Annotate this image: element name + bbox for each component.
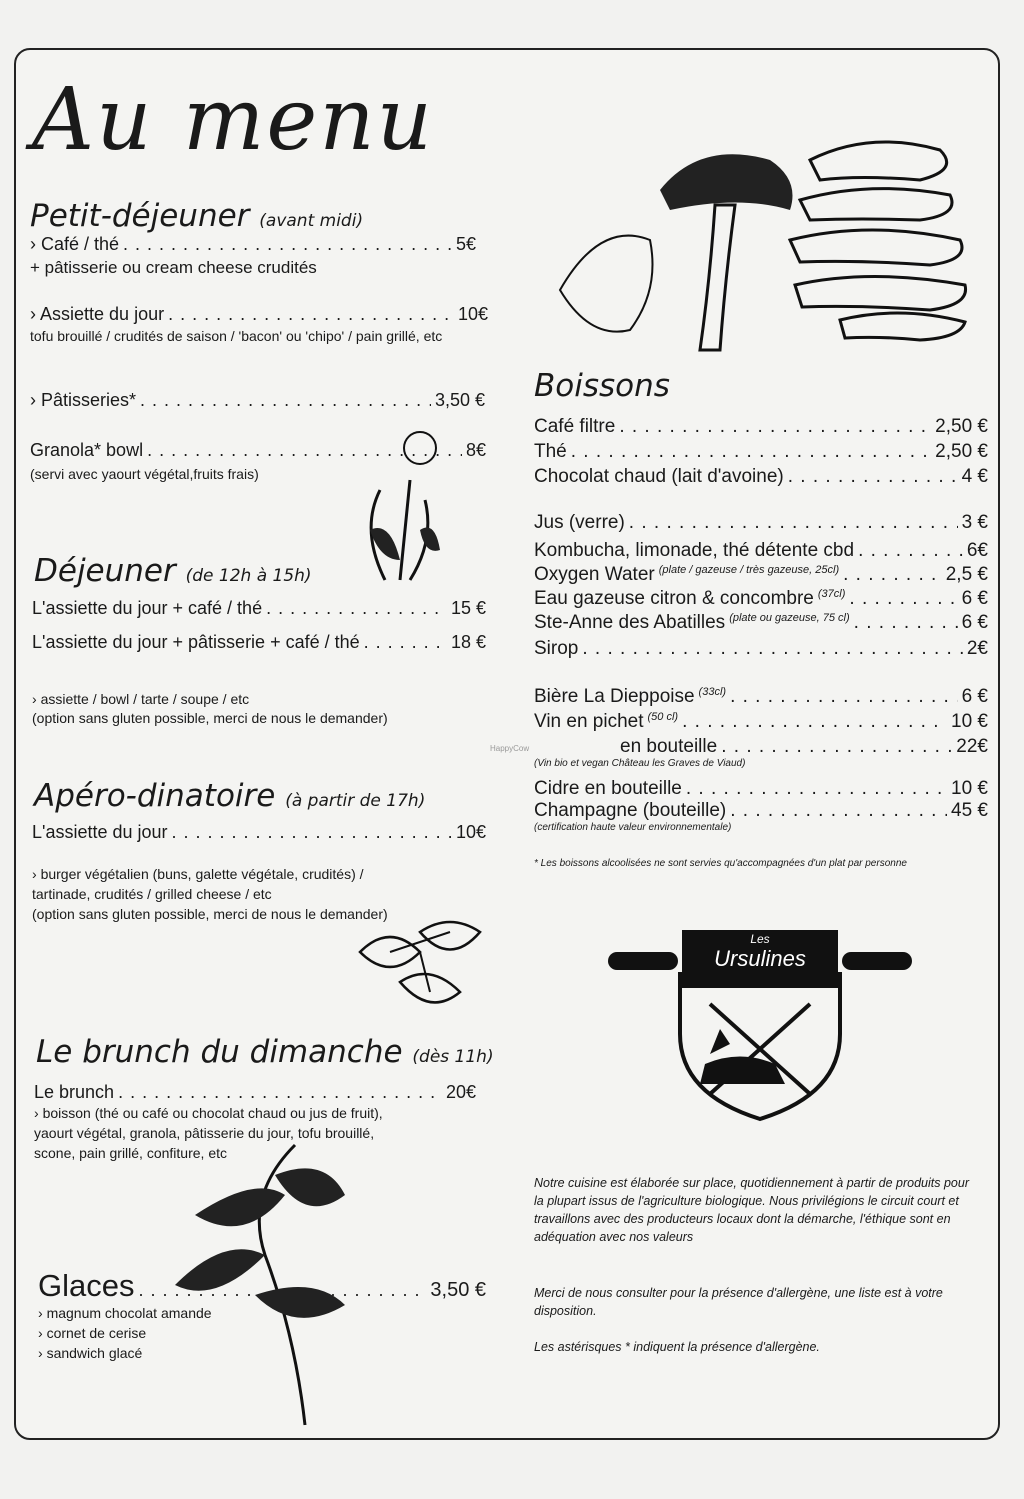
lunch-desc-1: › assiette / bowl / tarte / soupe / etc (32, 691, 250, 707)
drink-price: 45 € (951, 800, 988, 821)
mushroom-butterfly-illustration (540, 100, 980, 360)
drink-price: 6 € (961, 686, 988, 707)
drink-item (534, 686, 988, 708)
drink-sub: (plate / gazeuse / très gazeuse, 25cl) (658, 564, 840, 576)
apero-item-1: L'assiette du jour . . . 10€ (32, 822, 486, 843)
drink-sub: (50 cl) (647, 711, 679, 723)
lunch-item-1: L'assiette du jour + café / thé . . . 15 € (32, 598, 486, 619)
drink-name: Café filtre (534, 416, 616, 437)
breakfast-item-pastries: › Pâtisseries* . . . 3,50 € (30, 390, 485, 411)
drink-item (534, 638, 988, 660)
drink-name: Vin en pichet (534, 711, 644, 732)
glaces-item-2: › cornet de cerise (38, 1325, 147, 1341)
apero-title: Apéro-dinatoire (à partir de 17h) (34, 778, 426, 814)
drink-price: 2,5 € (945, 564, 988, 585)
glaces-line: Glaces . . . 3,50 € (38, 1268, 486, 1304)
drink-item (620, 736, 988, 758)
drink-item (534, 588, 988, 610)
watermark: HappyCow (490, 744, 530, 753)
drink-item (534, 612, 988, 634)
drink-item (534, 466, 988, 488)
drink-price: 4 € (961, 466, 988, 487)
lunch-desc-2: (option sans gluten possible, merci de nous le demander) (32, 710, 388, 726)
breakfast-granola-desc: (servi avec yaourt végétal,fruits frais) (30, 466, 259, 482)
champagne-note: (certification haute valeur environnementale) (534, 822, 732, 833)
breakfast-item-granola: Granola* bowl . . . 8€ (30, 440, 486, 461)
brunch-title: Le brunch du dimanche (dès 11h) (36, 1034, 494, 1070)
lunch-title: Déjeuner (de 12h à 15h) (34, 553, 312, 589)
drink-price: 22€ (956, 736, 988, 757)
drink-price: 2,50 € (935, 441, 988, 462)
drink-price: 10 € (951, 778, 988, 799)
breakfast-plate-desc: tofu brouillé / crudités de saison / 'bacon' ou 'chipo' / pain grillé, etc (30, 328, 443, 344)
breakfast-item-coffee: › Café / thé . . . 5€ (30, 234, 476, 255)
brunch-desc-1: › boisson (thé ou café ou chocolat chaud ou jus de fruit), (34, 1105, 383, 1121)
alcohol-note: * Les boissons alcoolisées ne sont servies qu'accompagnées d'un plat par personne (534, 858, 907, 869)
ivy-leaves-illustration (350, 912, 500, 1022)
drink-name: Thé (534, 441, 567, 462)
drink-item (534, 778, 988, 800)
drink-sub: (33cl) (698, 686, 727, 698)
breakfast-title: Petit-déjeuner (avant midi) (30, 198, 364, 234)
drink-name: Kombucha, limonade, thé détente cbd (534, 540, 855, 561)
drinks-title: Boissons (534, 368, 670, 404)
drink-sub: (plate ou gazeuse, 75 cl) (729, 612, 850, 624)
about-paragraph-1: Notre cuisine est élaborée sur place, quotidiennement à partir de produits pour la plupart issus de l'agriculture biologique. Nous privilégions le circuit court et travaillons avec des producteurs locaux dont la démarche, l'éthique sont en adéquation avec nos valeurs (534, 1176, 969, 1244)
about-paragraph-2: Merci de nous consulter pour la présence d'allergène, une liste est à votre disposition. (534, 1286, 943, 1318)
glaces-item-1: › magnum chocolat amande (38, 1305, 212, 1321)
drink-price: 10 € (951, 711, 988, 732)
drink-price: 2,50 € (935, 416, 988, 437)
lunch-item-2: L'assiette du jour + pâtisserie + café / thé . . . 18 € (32, 632, 486, 653)
drink-item (534, 512, 988, 534)
drink-price: 2€ (966, 638, 988, 659)
brunch-item-1: Le brunch . . . 20€ (34, 1082, 476, 1103)
drink-name: Champagne (bouteille) (534, 800, 727, 821)
about-paragraph-3: Les astérisques * indiquent la présence d'allergène. (534, 1340, 820, 1354)
drink-name: Bière La Dieppoise (534, 686, 695, 707)
apero-desc-3: (option sans gluten possible, merci de nous le demander) (32, 906, 388, 922)
drink-item (534, 441, 988, 463)
drink-name: Eau gazeuse citron & concombre (534, 588, 814, 609)
drink-name: Oxygen Water (534, 564, 655, 585)
drink-name: Cidre en bouteille (534, 778, 682, 799)
wine-note: (Vin bio et vegan Château les Graves de Viaud) (534, 758, 746, 769)
brunch-desc-2: yaourt végétal, granola, pâtisserie du jour, tofu brouillé, (34, 1125, 375, 1141)
breakfast-item-plate: › Assiette du jour . . . 10€ (30, 304, 488, 325)
fern-illustration (155, 1135, 375, 1435)
drink-item (534, 564, 988, 586)
drink-item (534, 416, 988, 438)
apero-desc-1: › burger végétalien (buns, galette végétale, crudités) / (32, 866, 364, 882)
drink-sub: (37cl) (817, 588, 846, 600)
drink-price: 6€ (966, 540, 988, 561)
drink-name: en bouteille (620, 736, 718, 757)
dandelion-illustration (340, 420, 450, 590)
glaces-item-3: › sandwich glacé (38, 1345, 143, 1361)
drink-item (534, 711, 988, 733)
drink-item (534, 800, 988, 822)
drink-name: Chocolat chaud (lait d'avoine) (534, 466, 784, 487)
menu-title: Au menu (32, 70, 435, 170)
drink-price: 6 € (961, 588, 988, 609)
brunch-desc-3: scone, pain grillé, confiture, etc (34, 1145, 227, 1161)
drink-name: Ste-Anne des Abatilles (534, 612, 726, 633)
drink-name: Sirop (534, 638, 579, 659)
apero-desc-2: tartinade, crudités / grilled cheese / etc (32, 886, 272, 902)
drink-price: 6 € (961, 612, 988, 633)
breakfast-coffee-desc: + pâtisserie ou cream cheese crudités (30, 258, 317, 277)
drink-item (534, 540, 988, 562)
logo-text: Les Ursulines (714, 932, 806, 971)
drink-name: Jus (verre) (534, 512, 625, 533)
drink-price: 3 € (961, 512, 988, 533)
